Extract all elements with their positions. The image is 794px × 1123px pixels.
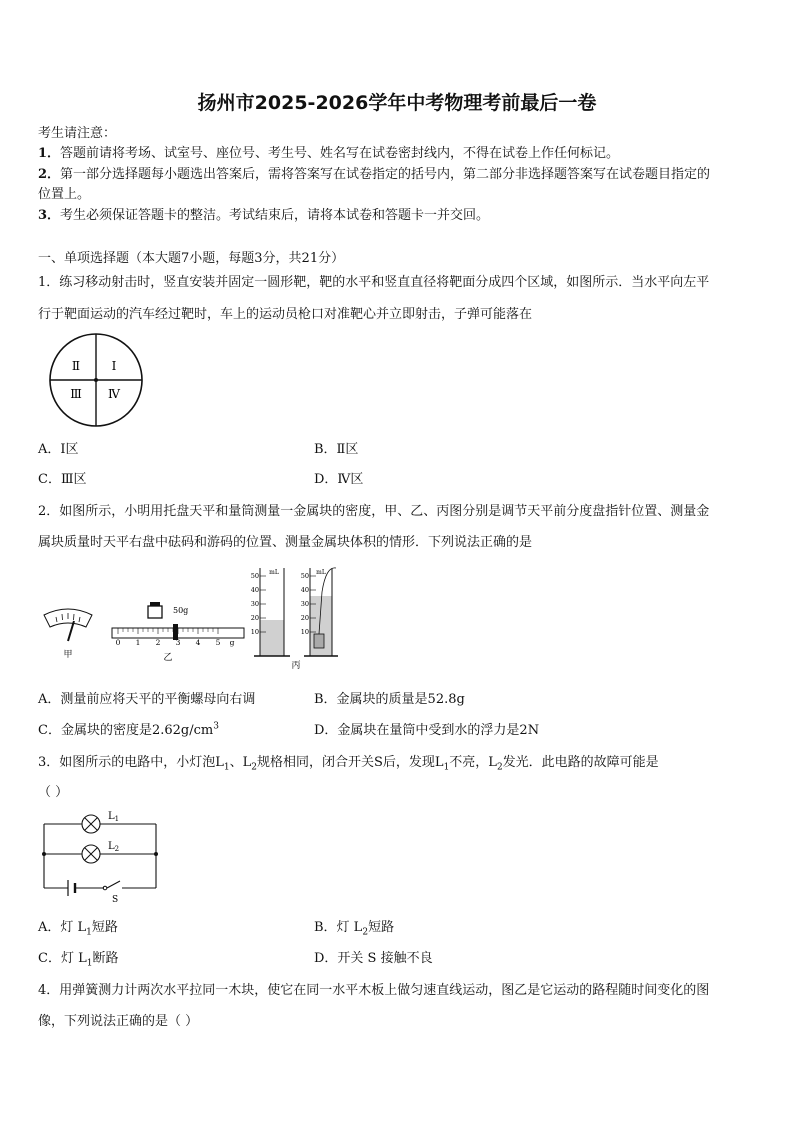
q1-option-b: B．Ⅱ区 (314, 442, 359, 457)
q3-option-b: B．灯 $L_2$短路 (314, 920, 395, 938)
region-2-label: Ⅱ (71, 359, 81, 373)
svg-text:10: 10 (250, 628, 259, 636)
svg-text:30: 30 (300, 600, 309, 608)
region-1-label: Ⅰ (111, 359, 117, 373)
q2-stem-line2: 属块质量时天平右盘中砝码和游码的位置、测量金属块体积的情形．下列说法正确的是 (38, 535, 533, 550)
battery (68, 880, 75, 896)
q3-option-c: C．灯 $L_1$断路 (38, 951, 119, 969)
svg-text:20: 20 (250, 614, 259, 622)
svg-text:50: 50 (300, 572, 309, 580)
q1-option-a: A．Ⅰ区 (38, 442, 79, 457)
fig-yi-label: 乙 (163, 653, 173, 663)
lamp-l2 (82, 845, 100, 863)
q4-stem-line1: 4．用弹簧测力计两次水平拉同一木块，使它在同一水平木板上做匀速直线运动，图乙是它运动的路程随时间变化的图 (38, 983, 710, 998)
q2-option-d: D．金属块在量筒中受到水的浮力是2N (314, 723, 540, 738)
lamp-l1 (82, 815, 100, 833)
weight-label: 50g (173, 606, 189, 615)
fig-bing-label: 丙 (291, 661, 301, 670)
notice-item-1: 1．答题前请将考场、试室号、座位号、考生号、姓名写在试卷密封线内，不得在试卷上作任何标记。 (38, 146, 620, 161)
q2-option-b: B．金属块的质量是52.8g (314, 692, 465, 707)
svg-text:40: 40 (300, 586, 309, 594)
switch-label: S (112, 895, 119, 904)
svg-text:g: g (229, 638, 235, 647)
svg-text:10: 10 (300, 628, 309, 636)
svg-text:mL: mL (269, 569, 279, 576)
q3-stem-line1: 3．如图所示的电路中，小灯泡$L_1$、$L_2$规格相同，闭合开关S后，发现$L_1$不亮，$L_2$发光．此电路的故障可能是 (38, 755, 659, 773)
svg-text:4: 4 (195, 638, 201, 647)
svg-text:5: 5 (215, 638, 221, 647)
q1-option-d: D．Ⅳ区 (314, 472, 364, 487)
q1-option-c: C．Ⅲ区 (38, 472, 87, 487)
svg-text:30: 30 (250, 600, 259, 608)
q3-circuit-figure (38, 808, 162, 904)
svg-text:40: 40 (250, 586, 259, 594)
section-heading: 一、单项选择题（本大题7小题，每题3分，共21分） (38, 251, 345, 266)
q2-dial-figure (40, 605, 96, 661)
svg-text:3: 3 (175, 638, 181, 647)
q2-cylinder-figure (248, 562, 342, 670)
q2-option-c: C．金属块的密度是$2.62g/cm^3$ (38, 721, 219, 738)
notice-item-3: 3．考生必须保证答题卡的整洁。考试结束后，请将本试卷和答题卡一并交回。 (38, 208, 490, 223)
notice-heading: 考生请注意： (38, 126, 117, 141)
svg-text:0: 0 (115, 638, 121, 647)
q1-target-figure (46, 332, 146, 432)
notice-item-2: 2．第一部分选择题每小题选出答案后，需将答案写在试卷指定的括号内，第二部分非选择题答案写在试卷题目指定的 (38, 167, 711, 182)
scale-minor-ticks (118, 628, 218, 634)
page-title: 扬州市2025-2026学年中考物理考前最后一卷 (197, 92, 597, 114)
notice-item-2-cont: 位置上。 (38, 187, 91, 202)
q1-stem-line2: 行于靶面运动的汽车经过靶时，车上的运动员枪口对准靶心并立即射击，子弹可能落在 (38, 307, 533, 322)
q2-option-a: A．测量前应将天平的平衡螺母向右调 (38, 692, 256, 707)
svg-text:2: 2 (155, 638, 161, 647)
l1-label: $L_1$ (108, 811, 120, 823)
q3-option-d: D．开关 S 接触不良 (314, 951, 433, 966)
region-4-label: Ⅳ (108, 387, 120, 401)
fig-jia-label: 甲 (63, 650, 73, 660)
svg-text:50: 50 (250, 572, 259, 580)
region-3-label: Ⅲ (70, 387, 82, 401)
l2-label: $L_2$ (108, 841, 120, 853)
svg-text:20: 20 (300, 614, 309, 622)
q2-balance-scale-figure (110, 598, 250, 664)
svg-text:1: 1 (135, 638, 141, 647)
svg-text:mL: mL (316, 569, 326, 576)
q2-stem-line1: 2．如图所示，小明用托盘天平和量筒测量一金属块的密度，甲、乙、丙图分别是调节天平前分度盘指针位置、测量金 (38, 504, 710, 519)
q3-stem-line2: （ ） (38, 785, 69, 800)
q4-stem-line2: 像，下列说法正确的是（ ） (38, 1014, 199, 1029)
q3-option-a: A．灯 $L_1$短路 (38, 920, 118, 938)
q1-stem-line1: 1．练习移动射击时，竖直安装并固定一圆形靶，靶的水平和竖直直径将靶面分成四个区域，如图所示．当水平向左平 (38, 275, 710, 290)
